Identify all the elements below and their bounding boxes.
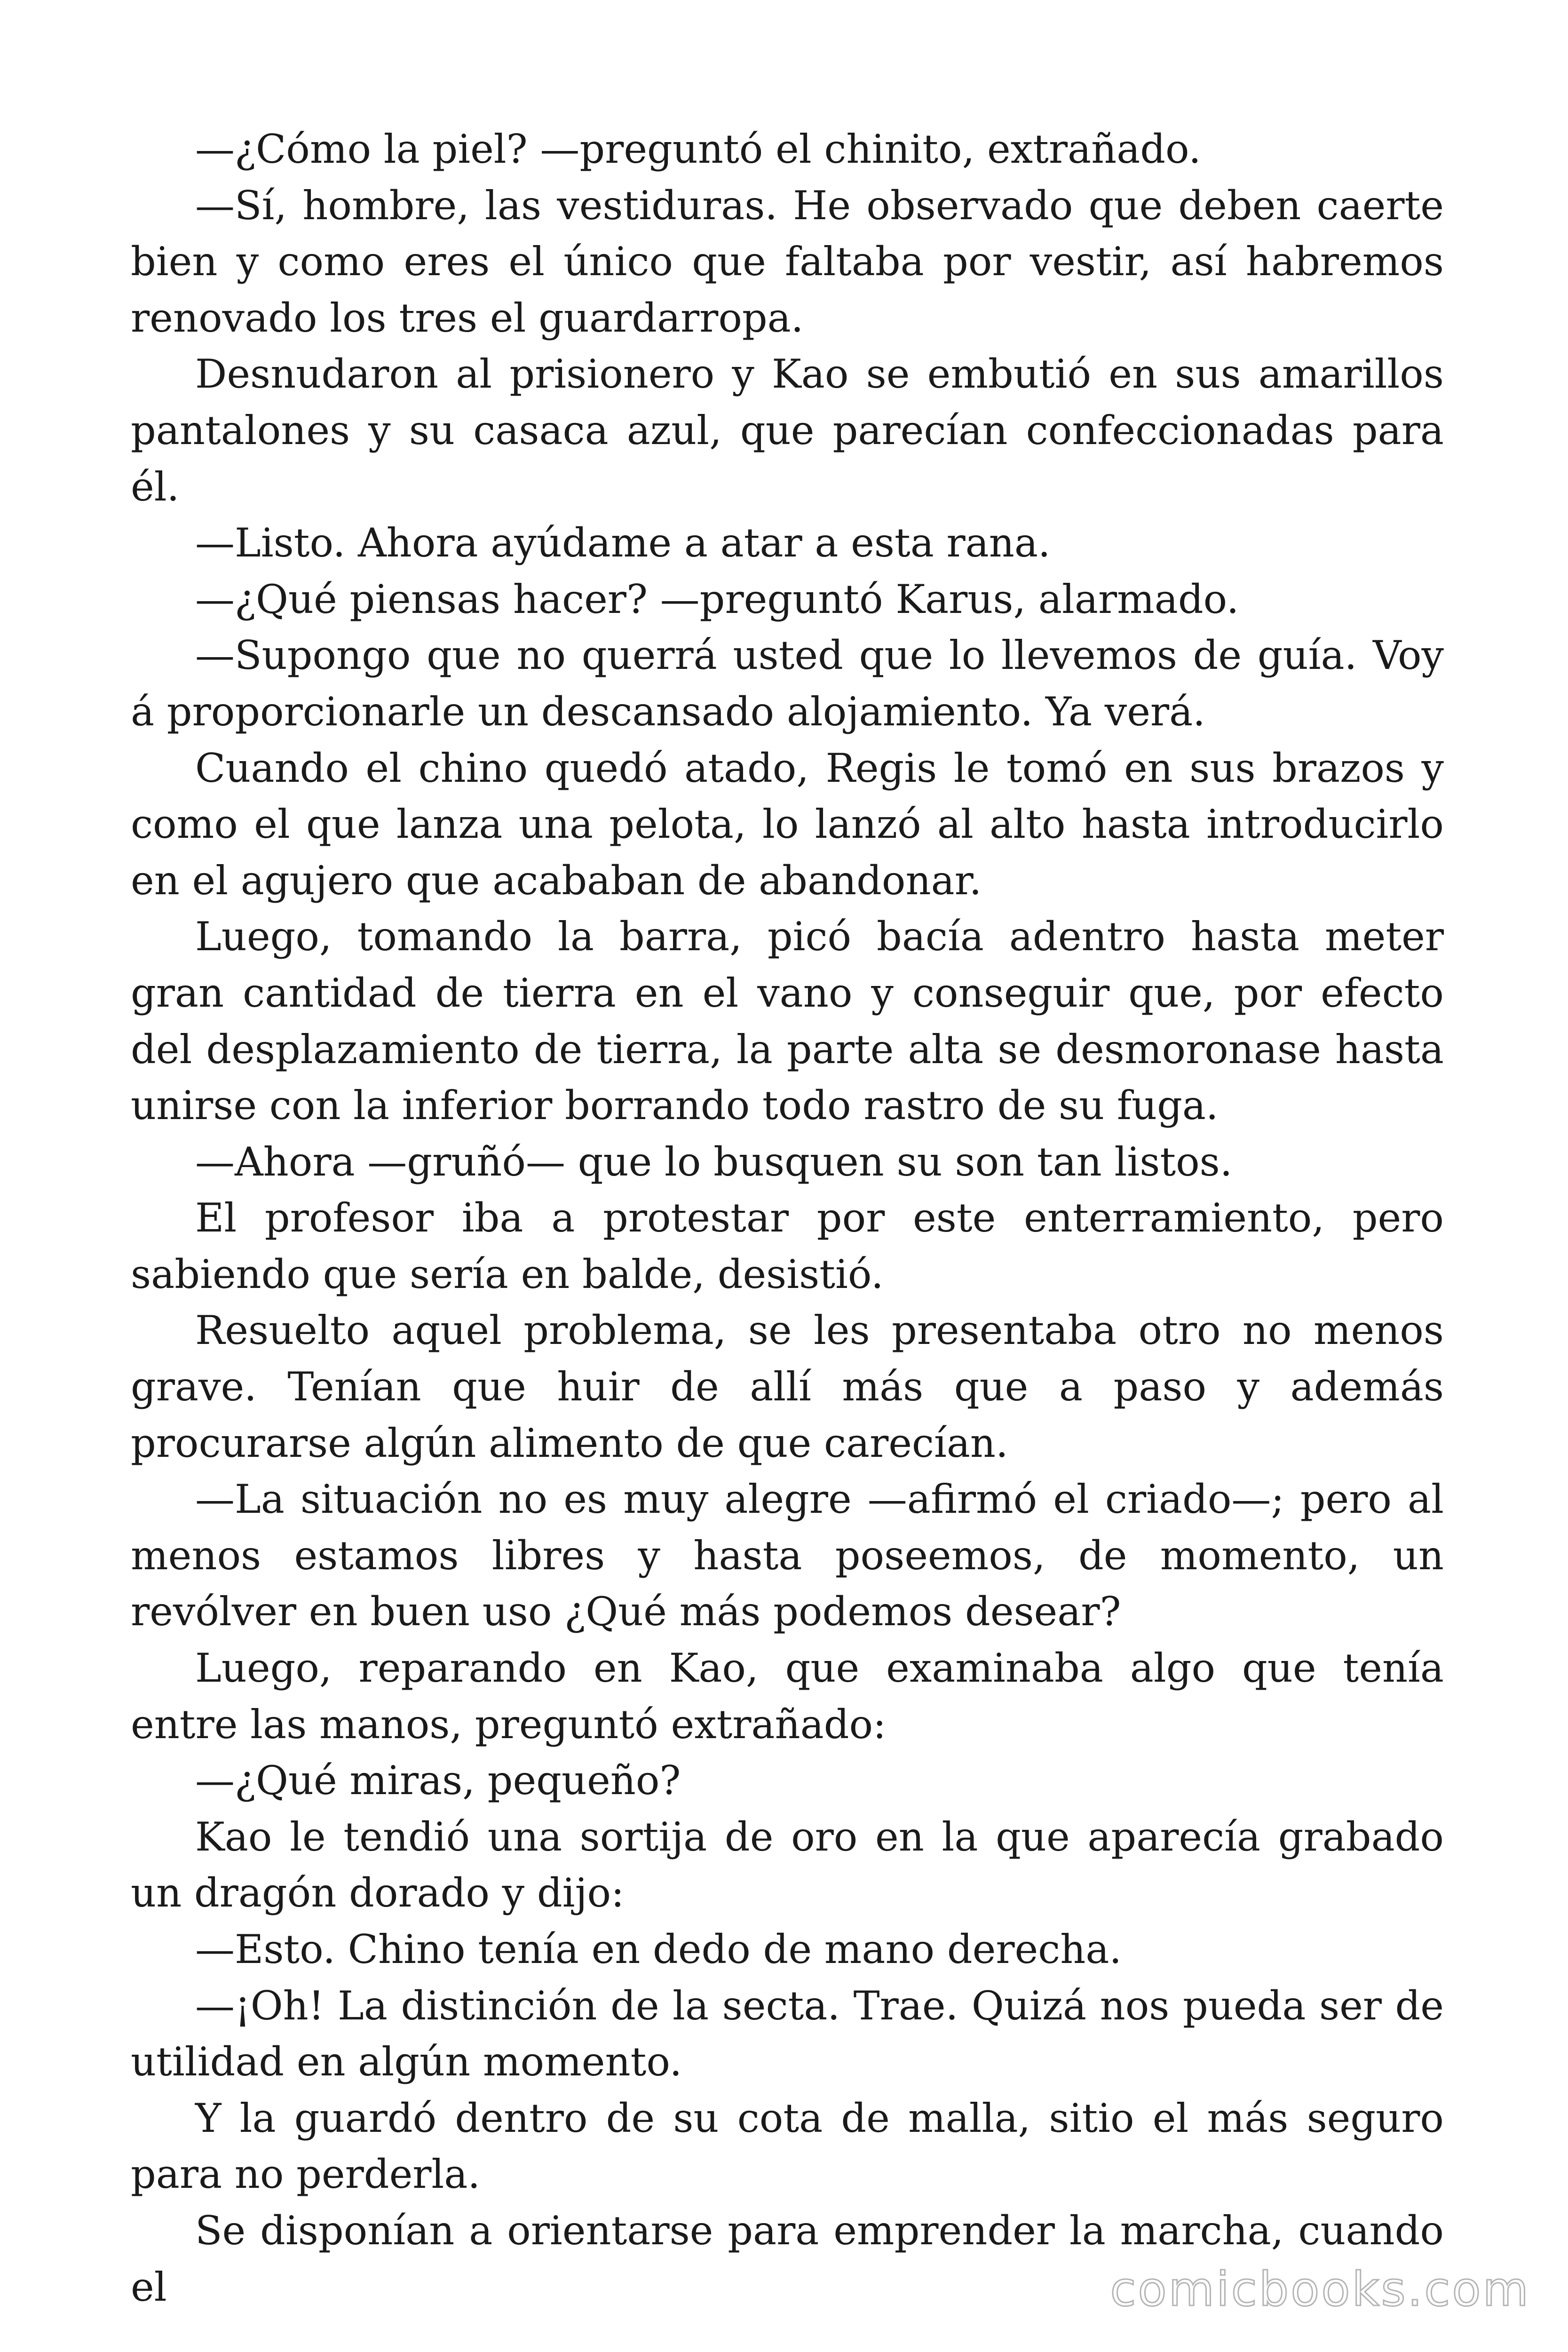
paragraph: —Listo. Ahora ayúdame a atar a esta rana. xyxy=(195,520,1051,566)
paragraph: Resuelto aquel problema, se les presentaba otro no menos grave. Tenían que huir de allí más que a paso y además procurarse algún alimento de que carecían. xyxy=(131,1307,1444,1466)
paragraph: Luego, reparando en Kao, que examinaba algo que tenía entre las manos, preguntó extrañado: xyxy=(131,1645,1444,1748)
paragraph: —Sí, hombre, las vestiduras. He observado que deben caerte bien y como eres el único que faltaba por vestir, así habremos renovado los tres el guardarropa. xyxy=(131,182,1444,341)
paragraph: —Supongo que no querrá usted que lo llevemos de guía. Voy á proporcionarle un descansado alojamiento. Ya verá. xyxy=(131,632,1444,735)
paragraph: Se disponían a orientarse para emprender la marcha, cuando el xyxy=(131,2207,1444,2310)
paragraph: Luego, tomando la barra, picó bacía adentro hasta meter gran cantidad de tierra en el vano y conseguir que, por efecto del desplazamiento de tierra, la parte alta se desmoronase hasta unirse con la inferior borrando todo rastro de su fuga. xyxy=(131,914,1444,1129)
watermark: comicbooks.com xyxy=(1110,2262,1530,2317)
paragraph: El profesor iba a protestar por este enterramiento, pero sabiendo que sería en balde, desistió. xyxy=(131,1195,1444,1297)
paragraph: —¿Qué miras, pequeño? xyxy=(195,1757,681,1804)
paragraph: Desnudaron al prisionero y Kao se embutió en sus amarillos pantalones y su casaca azul, que parecían confeccionadas para él. xyxy=(131,351,1444,510)
paragraph: —Esto. Chino tenía en dedo de mano derecha. xyxy=(195,1926,1122,1972)
paragraph: —¡Oh! La distinción de la secta. Trae. Quizá nos pueda ser de utilidad en algún momento. xyxy=(131,1982,1444,2085)
paragraph: Y la guardó dentro de su cota de malla, sitio el más seguro para no perderla. xyxy=(131,2095,1444,2198)
page-text xyxy=(131,121,1444,2315)
paragraph: Cuando el chino quedó atado, Regis le tomó en sus brazos y como el que lanza una pelota, lo lanzó al alto hasta introducirlo en el agujero que acababan de abandonar. xyxy=(131,745,1444,904)
paragraph: —Ahora —gruñó— que lo busquen su son tan listos. xyxy=(195,1138,1233,1185)
paragraph: Kao le tendió una sortija de oro en la que aparecía grabado un dragón dorado y dijo: xyxy=(131,1813,1444,1916)
paragraph: —¿Qué piensas hacer? —preguntó Karus, alarmado. xyxy=(195,576,1239,622)
paragraph: —¿Cómo la piel? —preguntó el chinito, extrañado. xyxy=(195,126,1201,172)
paragraph: —La situación no es muy alegre —afirmó el criado—; pero al menos estamos libres y hasta poseemos, de momento, un revólver en buen uso ¿Qué más podemos desear? xyxy=(131,1476,1444,1635)
